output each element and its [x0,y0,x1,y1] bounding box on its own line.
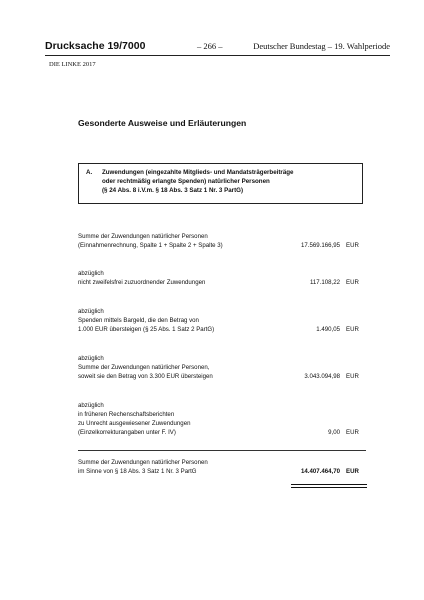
row-line: Summe der Zuwendungen natürlicher Personen, [78,363,210,371]
row-line: abzüglich [78,402,104,409]
section-a-heading [102,168,357,195]
row-description [78,270,288,288]
row-line: in früheren Rechenschaftsberichten [78,410,175,418]
row-amount: 117.108,22 [309,278,340,286]
row-line: (Einnahmenrechnung, Spalte 1 + Spalte 2 + Spalte 3) [78,241,223,249]
page-header [45,40,390,54]
row-line: abzüglich [78,308,104,315]
party-year-label: DIE LINKE 2017 [49,61,96,68]
row-line: 1.000 EUR übersteigen (§ 25 Abs. 1 Satz 2 PartG) [78,325,215,333]
row-amount: 1.490,05 [316,325,340,333]
header-rule [45,55,390,56]
subtotal-separator [78,450,366,451]
row-amount: 17.569.166,95 [301,241,340,249]
section-a-line: oder rechtmäßig erlangte Spenden) natürlicher Personen [102,178,270,185]
row-amount: 9,00 [328,428,340,436]
total-underline-bottom [291,487,367,488]
section-title: Gesonderte Ausweise und Erläuterungen [78,118,247,128]
row-currency: EUR [346,278,359,286]
row-currency: EUR [346,428,359,436]
total-currency: EUR [346,467,359,475]
row-description [78,233,288,251]
total-underline-top [291,484,367,485]
section-a-line: (§ 24 Abs. 8 i.V.m. § 18 Abs. 3 Satz 1 Nr. 3 PartG) [102,187,243,194]
row-line: zu Unrecht ausgewiesener Zuwendungen [78,419,191,427]
section-a-letter: A. [86,169,93,176]
row-line: nicht zweifelsfrei zuzuordnender Zuwendungen [78,278,206,286]
row-description [78,308,288,335]
row-line: abzüglich [78,355,104,362]
total-amount: 14.407.464,70 [301,467,340,475]
row-line: soweit sie den Betrag von 3.300 EUR übersteigen [78,372,213,380]
parliament-period: Deutscher Bundestag – 19. Wahlperiode [253,41,390,51]
row-line: Summe der Zuwendungen natürlicher Personen [78,459,208,466]
row-currency: EUR [346,325,359,333]
row-line: Spenden mittels Bargeld, die den Betrag von [78,316,199,324]
row-currency: EUR [346,241,359,249]
section-a-line: Zuwendungen (eingezahlte Mitglieds- und Mandatsträgerbeiträge [102,169,294,176]
row-line: (Einzelkorrekturangaben unter F. IV) [78,428,176,436]
row-amount: 3.043.094,98 [304,372,340,380]
row-description [78,459,288,477]
row-description [78,355,288,382]
page-number: – 266 – [197,41,223,51]
row-line: im Sinne von § 18 Abs. 3 Satz 1 Nr. 3 PartG [78,467,197,475]
row-currency: EUR [346,372,359,380]
row-line: Summe der Zuwendungen natürlicher Personen [78,233,208,240]
row-line: abzüglich [78,270,104,277]
document-number: Drucksache 19/7000 [45,40,146,52]
section-a-box [78,163,363,204]
row-description [78,402,288,438]
